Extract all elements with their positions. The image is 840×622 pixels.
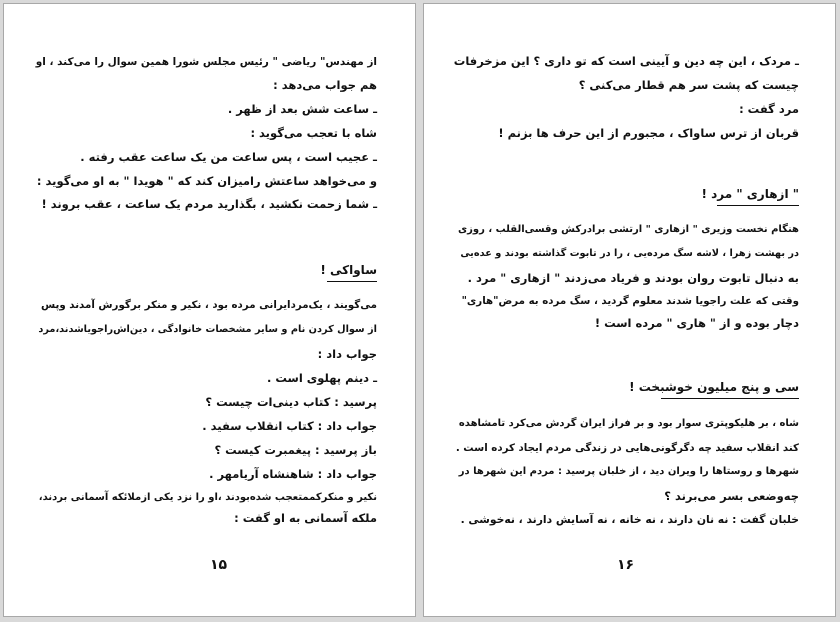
text-line: و می‌خواهد ساعتش رامیزان کند که " هویدا " به او می‌گوید : (36, 174, 377, 188)
text-line: باز پرسید : پیغمبرت کیست ؟ (214, 443, 377, 457)
text-line: جواب داد : کتاب انقلاب سفید . (202, 419, 377, 433)
text-line: از مهندس" ریاضی " رئیس مجلس شورا همین سوال را می‌کند ، او (35, 56, 377, 68)
text-line: خلبان گفت : نه نان دارند ، نه خانه ، نه آسایش دارند ، نه‌خوشی . (460, 513, 799, 526)
text-line: ـ مردک ، این چه دین و آیینی است که تو داری ؟ این مزخرفات (453, 54, 799, 68)
text-line: جواب داد : شاهنشاه آریامهر . (209, 467, 377, 481)
section-title: سی و پنج میلیون خوشبخت ! (629, 380, 799, 394)
text-line: شاه ، بر هلیکوپتری سوار بود و بر فراز ایران گردش می‌کرد تامشاهده (458, 418, 799, 429)
text-line: جواب داد : (317, 347, 377, 361)
title-underline (661, 398, 799, 399)
title-underline (717, 205, 799, 206)
text-line: ملکه آسمانی به او گفت : (234, 511, 377, 525)
text-line: شهرها و روستاها را ویران دید ، از خلبان پرسید : مردم این شهرها در (458, 466, 799, 477)
text-line: مرد گفت : (739, 102, 799, 116)
text-line: ـ شما زحمت نکشید ، بگذارید مردم یک ساعت ، عقب بروند ! (41, 197, 377, 211)
text-line: ـ عجیب است ، پس ساعت من یک ساعت عقب رفته . (80, 150, 377, 164)
text-line: ـ ساعت شش بعد از ظهر . (227, 102, 377, 116)
text-line: چیست که پشت سر هم قطار می‌کنی ؟ (578, 78, 799, 92)
text-line: پرسید : کتاب دینی‌ات چیست ؟ (205, 395, 377, 409)
text-line: کند انقلاب سفید چه دگرگونی‌هایی در زندگی مردم ایجاد کرده است . (455, 442, 799, 454)
text-line: قربان از ترس ساواک ، مجبورم از این حرف ها بزنم ! (498, 126, 799, 140)
text-line: در بهشت زهرا ، لاشه سگ مرده‌یی ، را در تابوت گذاشته بودند و عده‌یی (460, 248, 799, 259)
text-line: چه‌وضعی بسر می‌برند ؟ (664, 489, 799, 503)
text-line: ـ دینم پهلوی است . (266, 371, 377, 385)
text-line: شاه با تعجب می‌گوید : (250, 126, 377, 140)
text-line: هنگام نخست وزیری " ازهاری " ارتشی برادرکش وقسی‌القلب ، روزی (457, 224, 799, 235)
right-page (423, 3, 836, 617)
text-line: می‌گویند ، یک‌مردایرانی مرده بود ، نکیر و منکر برگورش آمدند وپس (41, 299, 377, 311)
page-number: ۱۵ (210, 557, 228, 573)
text-line: نکیر و منکرکممتعجب شده‌بودند ،او را نزد یکی ازملائکه آسمانی بردند، (38, 492, 377, 503)
text-line: وقتی که علت راجویا شدند معلوم گردید ، سگ مرده به مرض"هاری" (461, 295, 799, 307)
left-page (3, 3, 416, 617)
text-line: به دنبال تابوت روان بودند و فریاد می‌زدند " ازهاری " مرد . (467, 271, 799, 285)
section-title: " ازهاری " مرد ! (701, 187, 799, 201)
text-line: دچار بوده و از " هاری " مرده است ! (594, 316, 799, 330)
text-line: از سوال کردن نام و سایر مشخصات خانوادگی ، دین‌اش‌راجویاشدند،مرد (38, 324, 377, 335)
title-underline (327, 281, 377, 282)
page-number: ۱۶ (617, 557, 635, 573)
section-title: ساواکی ! (320, 263, 377, 277)
text-line: هم جواب می‌دهد : (273, 78, 377, 92)
